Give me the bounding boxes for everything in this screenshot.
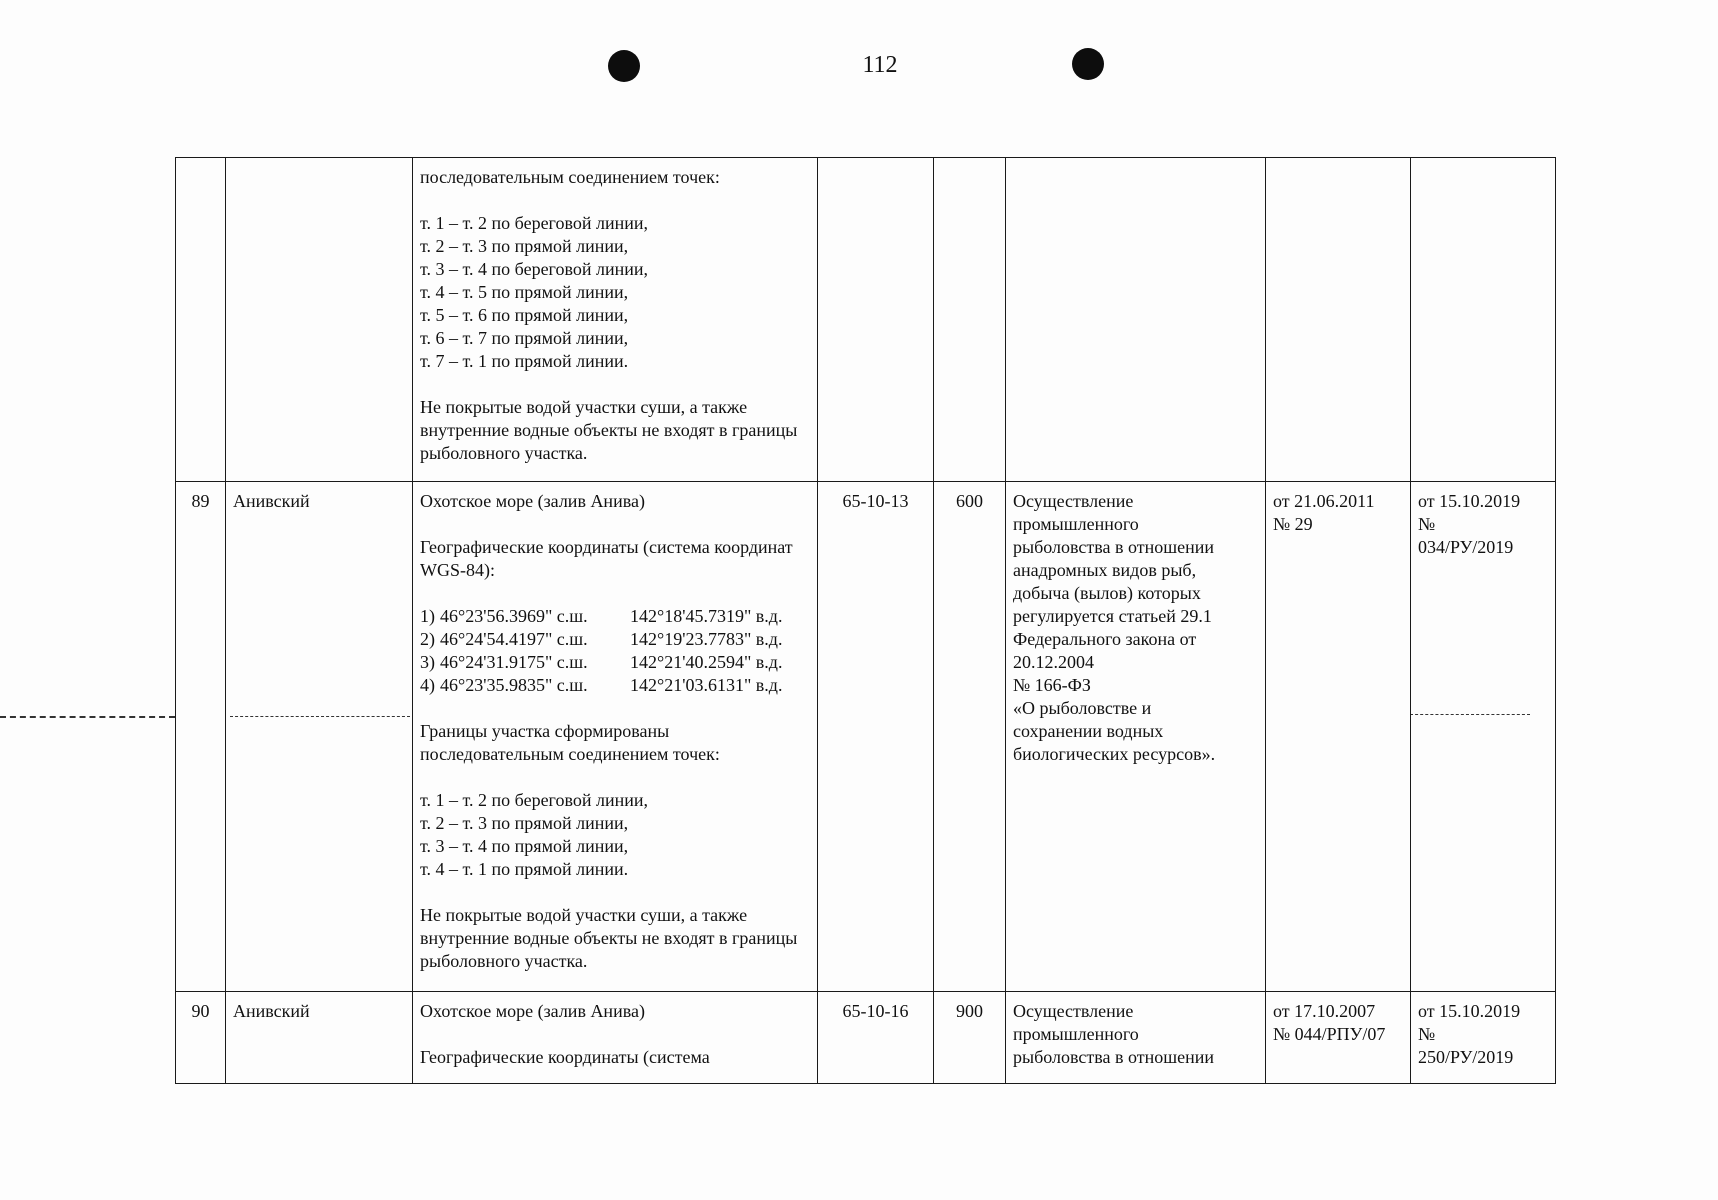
cell-area: 900 bbox=[934, 992, 1006, 1084]
longitude: 142°21'03.6131" в.д. bbox=[630, 675, 783, 695]
agreement-number-sign: № bbox=[1418, 514, 1436, 534]
cell-number bbox=[176, 158, 226, 482]
cell-area: 600 bbox=[934, 482, 1006, 992]
table-row-90 bbox=[176, 992, 1556, 1084]
cell-agreement bbox=[1411, 992, 1556, 1084]
purpose-line: «О рыболовстве и bbox=[1013, 698, 1152, 718]
segment-line: т. 2 – т. 3 по прямой линии, bbox=[420, 813, 629, 833]
cell-purpose bbox=[1006, 482, 1266, 992]
fishing-areas-table bbox=[175, 157, 1556, 1084]
purpose-line: регулируется статьей 29.1 bbox=[1013, 606, 1212, 626]
cell-boundary-description bbox=[413, 158, 818, 482]
cell-district: Анивский bbox=[226, 992, 413, 1084]
segment-line: т. 6 – т. 7 по прямой линии, bbox=[420, 328, 629, 348]
latitude: 46°23'56.3969" с.ш. bbox=[440, 606, 588, 626]
purpose-line: рыболовства в отношении bbox=[1013, 1047, 1215, 1067]
purpose-line: Федерального закона от bbox=[1013, 629, 1197, 649]
table-row-continuation bbox=[176, 158, 1556, 482]
cell-code: 65-10-13 bbox=[818, 482, 934, 992]
coordinate-point: 2) 46°24'54.4197" с.ш. 142°19'23.7783" в.д. bbox=[420, 628, 810, 651]
cell-code bbox=[818, 158, 934, 482]
coords-heading: Географические координаты (система координат WGS-84): bbox=[420, 537, 793, 580]
purpose-line: № 166-ФЗ bbox=[1013, 675, 1091, 695]
agreement-number-sign: № bbox=[1418, 1024, 1436, 1044]
longitude: 142°19'23.7783" в.д. bbox=[630, 629, 783, 649]
purpose-line: Осуществление bbox=[1013, 491, 1134, 511]
purpose-line: 20.12.2004 bbox=[1013, 652, 1094, 672]
agreement-date: от 15.10.2019 bbox=[1418, 1001, 1521, 1021]
cell-district bbox=[226, 158, 413, 482]
cell-purpose bbox=[1006, 992, 1266, 1084]
cell-purpose bbox=[1006, 158, 1266, 482]
longitude: 142°18'45.7319" в.д. bbox=[630, 606, 783, 626]
boundary-intro: Границы участка сформированы последовательным соединением точек: bbox=[420, 721, 720, 764]
purpose-line: биологических ресурсов». bbox=[1013, 744, 1216, 764]
purpose-line: промышленного bbox=[1013, 514, 1139, 534]
cell-code: 65-10-16 bbox=[818, 992, 934, 1084]
coordinate-point: 4) 46°23'35.9835" с.ш. 142°21'03.6131" в.д. bbox=[420, 674, 810, 697]
coordinate-point: 3) 46°24'31.9175" с.ш. 142°21'40.2594" в.д. bbox=[420, 651, 810, 674]
purpose-line: Осуществление bbox=[1013, 1001, 1134, 1021]
cell-boundary-description bbox=[413, 482, 818, 992]
cell-decision bbox=[1266, 992, 1411, 1084]
table-row-89 bbox=[176, 482, 1556, 992]
decision-date: от 21.06.2011 bbox=[1273, 491, 1375, 511]
purpose-line: добыча (вылов) которых bbox=[1013, 583, 1201, 603]
cell-number: 90 bbox=[176, 992, 226, 1084]
exclusion-note: Не покрытые водой участки суши, а также внутренние водные объекты не входят в границы рыболовного участка. bbox=[420, 905, 798, 971]
segment-line: т. 1 – т. 2 по береговой линии, bbox=[420, 790, 649, 810]
cell-number: 89 bbox=[176, 482, 226, 992]
cell-agreement bbox=[1411, 482, 1556, 992]
segment-line: т. 5 – т. 6 по прямой линии, bbox=[420, 305, 629, 325]
water-body-name: Охотское море (залив Анива) bbox=[420, 491, 645, 511]
segment-line: т. 3 – т. 4 по прямой линии, bbox=[420, 836, 629, 856]
exclusion-note: Не покрытые водой участки суши, а также внутренние водные объекты не входят в границы рыболовного участка. bbox=[420, 397, 798, 463]
cell-decision bbox=[1266, 158, 1411, 482]
agreement-date: от 15.10.2019 bbox=[1418, 491, 1521, 511]
longitude: 142°21'40.2594" в.д. bbox=[630, 652, 783, 672]
segment-line: т. 1 – т. 2 по береговой линии, bbox=[420, 213, 649, 233]
decision-number: № 29 bbox=[1273, 514, 1313, 534]
segment-line: т. 3 – т. 4 по береговой линии, bbox=[420, 259, 649, 279]
segment-line: т. 7 – т. 1 по прямой линии. bbox=[420, 351, 629, 371]
latitude: 46°23'35.9835" с.ш. bbox=[440, 675, 588, 695]
latitude: 46°24'31.9175" с.ш. bbox=[440, 652, 588, 672]
boundary-intro: последовательным соединением точек: bbox=[420, 167, 720, 187]
cell-decision bbox=[1266, 482, 1411, 992]
latitude: 46°24'54.4197" с.ш. bbox=[440, 629, 588, 649]
cell-district: Анивский bbox=[226, 482, 413, 992]
purpose-line: сохранении водных bbox=[1013, 721, 1164, 741]
cell-boundary-description bbox=[413, 992, 818, 1084]
decision-number: № 044/РПУ/07 bbox=[1273, 1024, 1386, 1044]
segment-line: т. 4 – т. 1 по прямой линии. bbox=[420, 859, 629, 879]
purpose-line: анадромных видов рыб, bbox=[1013, 560, 1197, 580]
coordinate-point: 1) 46°23'56.3969" с.ш. 142°18'45.7319" в.д. bbox=[420, 605, 810, 628]
page-number: 112 bbox=[862, 52, 898, 78]
purpose-line: рыболовства в отношении bbox=[1013, 537, 1215, 557]
cell-agreement bbox=[1411, 158, 1556, 482]
scan-dash-left bbox=[0, 716, 175, 718]
agreement-number: 250/РУ/2019 bbox=[1418, 1047, 1514, 1067]
coords-heading: Географические координаты (система bbox=[420, 1047, 710, 1067]
water-body-name: Охотское море (залив Анива) bbox=[420, 1001, 645, 1021]
purpose-line: промышленного bbox=[1013, 1024, 1139, 1044]
decision-date: от 17.10.2007 bbox=[1273, 1001, 1376, 1021]
segment-line: т. 4 – т. 5 по прямой линии, bbox=[420, 282, 629, 302]
cell-area bbox=[934, 158, 1006, 482]
agreement-number: 034/РУ/2019 bbox=[1418, 537, 1514, 557]
segment-line: т. 2 – т. 3 по прямой линии, bbox=[420, 236, 629, 256]
